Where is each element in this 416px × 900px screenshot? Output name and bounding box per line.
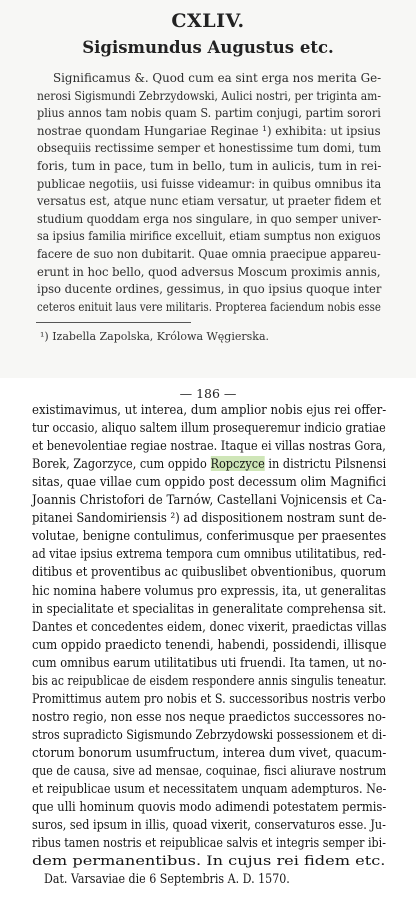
text-line [32, 510, 386, 525]
text-line [32, 601, 386, 616]
text-segment: Dantes et concedentes eidem, donec vixerit, praedictas villas [32, 618, 387, 634]
text-line: nostrae quondam Hungariae Reginae ¹) exhibita: ut ipsius [37, 123, 381, 138]
text-line [32, 492, 386, 507]
text-line [32, 546, 386, 561]
text-segment: Dat. Varsaviae die 6 Septembris A. D. 1570. [44, 871, 290, 887]
text-segment: dem permanentibus. In cujus rei fidem etc. [32, 853, 386, 869]
text-segment: stros supradicto Sigismundo Zebrzydowski possessionem et di- [32, 726, 387, 742]
text-line [32, 655, 386, 670]
text-line [32, 673, 386, 688]
text-segment: in specialitate et specialitas in generalitate comprehensa sit. [32, 600, 387, 616]
text-segment: Borek, Zagorzyce, cum oppido [32, 456, 211, 472]
text-segment: pitanei Sandomiriensis ²) ad dispositionem nostram sunt de- [32, 510, 387, 526]
text-line [32, 438, 386, 453]
text-line: Significamus &. Quod cum ea sint erga nos merita Ge- [53, 71, 382, 85]
text-segment: Promittimus autem pro nobis et S. successoribus nostris verbo [32, 690, 386, 706]
document-number: CXLIV. [171, 10, 245, 32]
footnote: ¹) Izabella Zapolska, Królowa Węgierska. [40, 330, 270, 343]
text-line: ceteros enituit laus vere militaris. Propterea faciendum nobis esse [37, 299, 381, 314]
text-segment: sitas, quae villae cum oppido post decessum olim Magnifici [32, 474, 387, 490]
text-line: facere de suo non dubitarit. Quae omnia praecipue appareu- [37, 247, 381, 261]
text-segment: nostro regio, non esse nos neque praedictos successores no- [32, 708, 386, 724]
footnote-divider [36, 322, 191, 323]
text-line [32, 402, 386, 417]
page-number: — 186 — [179, 386, 237, 401]
text-line [32, 456, 386, 471]
text-line: publicae negotiis, usi fuisse videamur: in quibus omnibus ita [37, 176, 382, 191]
text-segment: hic nomina habere volumus pro expressis, ita, ut generalitas [32, 582, 387, 598]
text-line [32, 745, 386, 760]
text-segment: et benevolentiae regiae nostrae. Itaque ei villas nostras Gora, [32, 438, 386, 454]
text-segment: tur occasio, aliquo saltem illum prosequeremur indicio gratiae [32, 420, 386, 436]
text-segment: cum oppido praedicto tenendi, habendi, possidendi, illisque [32, 636, 387, 652]
text-line: obsequiis rectissime semper et honestissime tum domi, tum [37, 141, 382, 156]
text-line [32, 528, 386, 543]
text-line [32, 763, 386, 778]
text-line [32, 564, 386, 579]
text-line [32, 420, 386, 435]
text-line: versatus est, atque nunc etiam versatur, ut praeter fidem et [37, 194, 382, 209]
document-page-upper [0, 0, 416, 378]
text-line [32, 781, 386, 796]
text-segment: ctorum bonorum usumfructum, interea dum vivet, quacum- [32, 744, 387, 760]
document-page-lower [0, 378, 416, 900]
text-line [32, 835, 386, 850]
text-line [32, 583, 386, 598]
text-segment: que de causa, sive ad mensae, coquinae, fisci aliurave nostrum [32, 763, 387, 778]
text-segment: ad vitae ipsius extrema tempora cum omnibus utilitatibus, red- [32, 546, 386, 562]
text-line: erunt in hoc bello, quod adversus Moscum proximis annis, [37, 264, 381, 279]
text-line: studium quoddam erga nos singulare, in quo semper univer- [37, 211, 382, 226]
text-line: ipso ducente ordines, gessimus, in quo ipsius quoque inter [37, 282, 382, 297]
text-segment: ditibus et proventibus ac quibuslibet obventionibus, quorum [32, 564, 387, 580]
text-line [32, 691, 386, 706]
text-line [32, 637, 386, 652]
text-segment: volutae, benigne contulimus, conferimusque per praesentes [32, 528, 387, 544]
text-segment: que ulli hominum quovis modo adimendi potestatem permis- [32, 799, 387, 815]
text-line: sa ipsius familia mirifice excelluit, etiam sumptus non exiguos [37, 229, 381, 244]
text-segment: Joannis Christofori de Tarnów, Castellani Vojnicensis et Ca- [32, 492, 387, 508]
text-line [44, 871, 290, 886]
text-line: nerosi Sigismundi Zebrzydowski, Aulici nostri, per triginta am- [37, 88, 381, 103]
text-segment: in districtu Pilsnensi [264, 456, 387, 472]
text-segment: suros, sed ipsum in illis, quoad vixerit, conservaturos esse. Ju- [32, 817, 386, 833]
text-segment: cum omnibus earum utilitatibus uti fruendi. Ita tamen, ut no- [32, 654, 387, 670]
document-title: Sigismundus Augustus etc. [82, 38, 334, 57]
text-line [32, 799, 386, 814]
text-line: foris, tum in pace, tum in bello, tum in aulicis, tum in rei- [37, 159, 382, 173]
text-line [32, 727, 386, 742]
text-segment: bis ac reipublicae de eisdem respondere annis singulis teneatur. [32, 672, 387, 688]
text-line [32, 817, 386, 832]
highlighted-word: Ropczyce [210, 456, 265, 472]
text-segment: ribus tamen nostris et reipublicae salvis et integris semper ibi- [32, 835, 386, 851]
text-line [32, 853, 385, 868]
text-line [32, 474, 386, 489]
text-segment: existimavimus, ut interea, dum amplior nobis ejus rei offer- [32, 402, 387, 417]
text-line [32, 619, 386, 634]
text-line [32, 709, 386, 724]
text-line: plius annos tam nobis quam S. partim conjugi, partim sorori [37, 106, 381, 121]
text-segment: et reipublicae usum et necessitatem unquam adempturos. Ne- [32, 781, 387, 797]
